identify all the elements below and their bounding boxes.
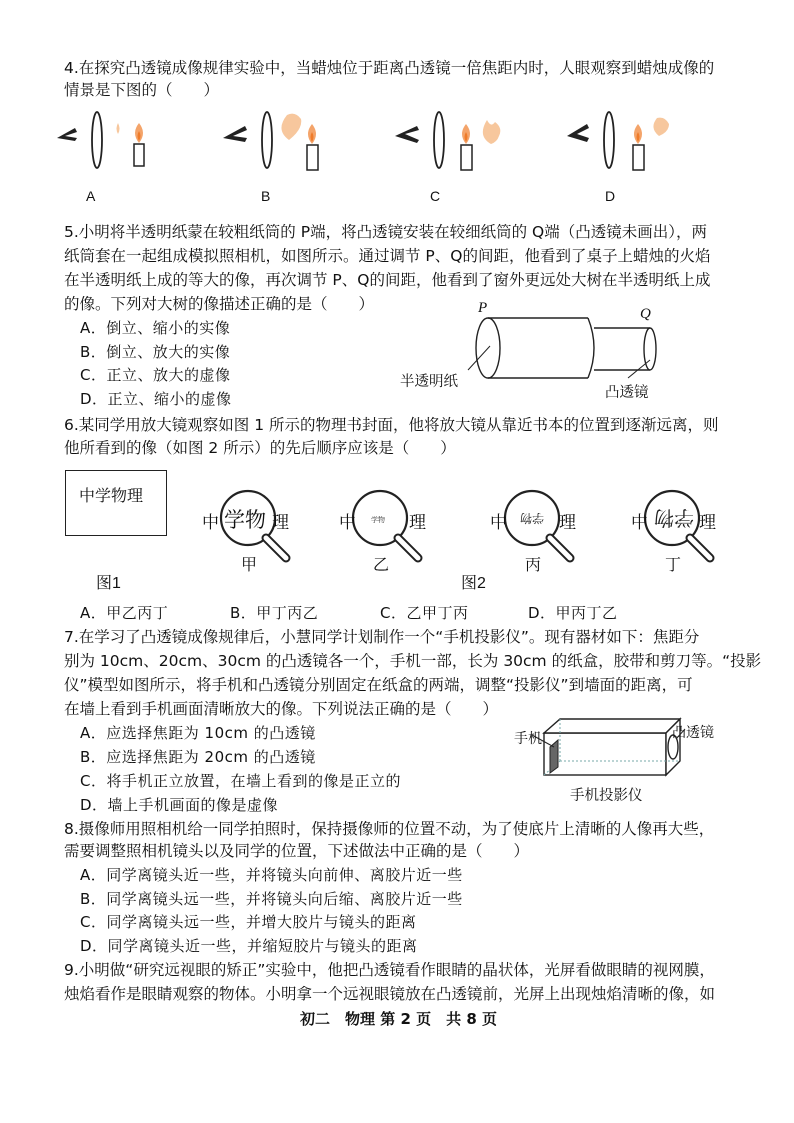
q5-line-2: 纸筒套在一起组成模拟照相机，如图所示。通过调节 P、Q的间距，他看到了桌子上蜡烛的火焰: [64, 247, 711, 265]
q7-option-a: A．应选择焦距为 10cm 的凸透镜: [80, 724, 316, 742]
q5-option-b: B．倒立、放大的实像: [80, 343, 231, 361]
q6-option-c: C．乙甲丁丙: [380, 604, 469, 622]
q8-option-d: D．同学离镜头近一些，并缩短胶片与镜头的距离: [80, 937, 418, 955]
q6-fig2-label: 图2: [461, 575, 486, 592]
q6-caption-bing: 丙: [525, 555, 542, 574]
svg-text:学物: 学物: [654, 506, 694, 530]
q7-line-4: 在墙上看到手机画面清晰放大的像。下列说法正确的是（ ）: [64, 700, 499, 718]
q6-ding-left: 中: [631, 513, 648, 533]
q9-line-2: 烛焰看作是眼睛观察的物体。小明拿一个远视眼镜放在凸透镜前，光屏上出现烛焰清晰的像，如: [64, 985, 716, 1003]
q6-line-2: 他所看到的像（如图 2 所示）的先后顺序应该是（ ）: [64, 439, 456, 457]
q8-line-2: 需要调整照相机镜头以及同学的位置，下述做法中正确的是（ ）: [64, 842, 530, 860]
page-footer: 初二 物理 第 2 页 共 8 页: [300, 1010, 497, 1028]
q7-line-2: 别为 10cm、20cm、30cm 的凸透镜各一个，手机一部，长为 30cm 的纸盒，胶带和剪刀等。“投影: [64, 652, 762, 670]
q6-option-b: B．甲丁丙乙: [230, 604, 319, 622]
q8-option-c: C．同学离镜头远一些，并增大胶片与镜头的距离: [80, 913, 417, 931]
q5-line-1: 5.小明将半透明纸蒙在较粗纸筒的 P端，将凸透镜安装在较细纸筒的 Q端（凸透镜未画出），两: [64, 223, 707, 241]
q6-caption-ding: 丁: [665, 555, 682, 574]
q6-line-1: 6.某同学用放大镜观察如图 1 所示的物理书封面，他将放大镜从靠近书本的位置到逐渐远离，则: [64, 416, 719, 434]
q7-option-c: C．将手机正立放置，在墙上看到的像是正立的: [80, 772, 401, 790]
q7-line-3: 仪”模型如图所示，将手机和凸透镜分别固定在纸盒的两端，调整“投影仪”到墙面的距离，可: [64, 676, 693, 694]
q4-option-d: D: [605, 188, 616, 204]
q6-ding-right: 理: [699, 513, 716, 533]
q6-yi-right: 理: [409, 513, 426, 533]
q5-label-paper: 半透明纸: [400, 374, 458, 390]
q8-option-a: A．同学离镜头近一些，并将镜头向前伸、离胶片近一些: [80, 866, 463, 884]
svg-text:学物: 学物: [371, 516, 385, 524]
q6-bing-left: 中: [490, 513, 507, 533]
q6-jia-inner: 学物: [224, 508, 266, 532]
q8-option-b: B．同学离镜头远一些，并将镜头向后缩、离胶片近一些: [80, 890, 463, 908]
q5-line-4: 的像。下列对大树的像描述正确的是（ ）: [64, 295, 375, 313]
q7-label-phone: 手机: [514, 731, 542, 747]
q6-bing-right: 理: [559, 513, 576, 533]
q5-line-3: 在半透明纸上成的等大的像，再次调节 P、Q的间距，他看到了窗外更远处大树在半透明纸上成: [64, 271, 711, 289]
q4-line-1: 4.在探究凸透镜成像规律实验中，当蜡烛位于距离凸透镜一倍焦距内时，人眼观察到蜡烛成像的: [64, 59, 715, 77]
q4-line-2: 情景是下图的（ ）: [64, 81, 220, 99]
q6-caption-yi: 乙: [373, 555, 390, 574]
q5-label-p: P: [478, 300, 488, 316]
q6-caption-jia: 甲: [241, 555, 258, 574]
q5-option-d: D．正立、缩小的虚像: [80, 390, 232, 408]
q6-jia-left: 中: [202, 513, 219, 533]
q5-label-lens: 凸透镜: [605, 385, 649, 401]
q6-option-d: D．甲丙丁乙: [528, 604, 618, 622]
q7-label-lens: 凸透镜: [672, 725, 714, 741]
q7-line-1: 7.在学习了凸透镜成像规律后，小慧同学计划制作一个“手机投影仪”。现有器材如下：焦距分: [64, 628, 700, 646]
q6-jia-right: 理: [272, 513, 289, 533]
q9-line-1: 9.小明做“研究远视眼的矫正”实验中，他把凸透镜看作眼睛的晶状体，光屏看做眼睛的视网膜，: [64, 961, 715, 979]
q4-option-a: A: [86, 188, 96, 204]
q7-option-d: D．墙上手机画面的像是虚像: [80, 796, 279, 814]
q5-option-c: C．正立、放大的虚像: [80, 366, 231, 384]
q7-option-b: B．应选择焦距为 20cm 的凸透镜: [80, 748, 316, 766]
svg-text:学物: 学物: [519, 511, 544, 525]
q7-figure-caption: 手机投影仪: [570, 788, 643, 804]
q4-option-b: B: [261, 188, 271, 204]
q6-yi-left: 中: [339, 513, 356, 533]
q6-option-a: A．甲乙丙丁: [80, 604, 169, 622]
q4-option-c: C: [430, 188, 441, 204]
q6-fig1-label: 图1: [96, 575, 121, 592]
q8-line-1: 8.摄像师用照相机给一同学拍照时，保持摄像师的位置不动，为了使底片上清晰的人像再大些，: [64, 820, 715, 838]
q5-option-a: A．倒立、缩小的实像: [80, 319, 231, 337]
q5-label-q: Q: [640, 306, 651, 322]
q6-book-title: 中学物理: [79, 486, 144, 505]
